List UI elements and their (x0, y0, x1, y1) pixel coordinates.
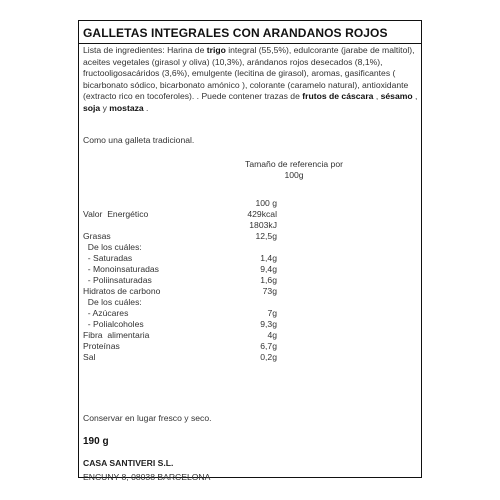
nutrient-name: De los cuáles: (83, 242, 142, 252)
nutrient-value: 6,7g (260, 341, 277, 351)
nutrient-name: Grasas (83, 231, 111, 241)
allergen-text: frutos de cáscara (302, 91, 374, 102)
nutrient-value: 100 g (255, 198, 277, 208)
nutrient-value: 429kcal (247, 209, 277, 219)
net-weight: 190 g (83, 436, 109, 447)
allergen-text: soja (83, 102, 101, 113)
nutrient-name: Fibra alimentaria (83, 330, 150, 340)
nutrition-row (83, 330, 419, 341)
nutrition-row (83, 220, 419, 231)
nutrient-value: 4g (267, 330, 277, 340)
ingredient-text: . (143, 102, 149, 113)
allergen-text: trigo (206, 45, 226, 55)
nutrient-name: Sal (83, 352, 96, 362)
reference-size-line1: Tamaño de referencia por (245, 159, 343, 169)
nutrition-row (83, 352, 419, 363)
nutrient-value: 7g (267, 308, 277, 318)
nutrition-row (83, 286, 419, 297)
ingredient-text: integral (55,5%), edulcorante (jarabe de maltitol), aceites vegetales (girasol y oliva) (10,3%), arándanos rojos desecados (8,1%), fructooligosacáridos (3,6%), emulgente (lecitina de girasol), aromas, gasificantes ( bicarbonato sódico, bicarbonato amónico ), colorante (caramelo natural), antioxidante (extracto rico en tocoferoles). . Puede contener trazas de (83, 45, 415, 102)
reference-size (219, 159, 369, 181)
nutrient-name: - Azúcares (83, 308, 129, 318)
company-address: ENCUNY 8, 08038 BARCELONA (83, 472, 211, 482)
ingredient-text: y (100, 102, 110, 113)
nutrition-row (83, 231, 419, 242)
tagline: Como una galleta tradicional. (83, 135, 195, 145)
ingredients-list (83, 45, 419, 115)
nutrient-value: 9,4g (260, 264, 277, 274)
nutrition-row (83, 242, 419, 253)
product-label (78, 20, 422, 482)
nutrition-row (83, 341, 419, 352)
ingredient-text: Lista de ingredientes: Harina de (83, 45, 207, 55)
company-name: CASA SANTIVERI S.L. (83, 458, 174, 468)
nutrient-name: - Saturadas (83, 253, 133, 263)
nutrient-value: 1,4g (260, 253, 277, 263)
nutrition-row (83, 209, 419, 220)
product-title: GALLETAS INTEGRALES CON ARANDANOS ROJOS (83, 26, 388, 40)
nutrition-table (83, 198, 419, 363)
nutrient-value: 73g (262, 286, 277, 296)
nutrition-row (83, 198, 419, 209)
ingredient-text: , (412, 91, 418, 102)
nutrient-name: Hidratos de carbono (83, 286, 161, 296)
nutrient-name: - Polialcoholes (83, 319, 144, 329)
nutrition-row (83, 319, 419, 330)
title-divider (79, 43, 421, 44)
storage-instructions: Conservar en lugar fresco y seco. (83, 413, 212, 423)
nutrition-row (83, 275, 419, 286)
nutrition-row (83, 297, 419, 308)
nutrient-value: 9,3g (260, 319, 277, 329)
nutrition-row (83, 253, 419, 264)
nutrient-value: 1,6g (260, 275, 277, 285)
reference-size-line2: 100g (284, 170, 304, 180)
nutrient-name: De los cuáles: (83, 297, 142, 307)
nutrition-row (83, 308, 419, 319)
ingredient-text: , (373, 91, 381, 102)
nutrient-value: 0,2g (260, 352, 277, 362)
nutrient-name: Valor Energético (83, 209, 149, 219)
nutrition-row (83, 264, 419, 275)
allergen-text: sésamo (380, 91, 413, 102)
nutrient-value: 12,5g (255, 231, 277, 241)
allergen-text: mostaza (109, 102, 144, 113)
nutrient-name: - Poliinsaturadas (83, 275, 152, 285)
nutrient-name: - Monoinsaturadas (83, 264, 159, 274)
nutrient-name: Proteínas (83, 341, 120, 351)
nutrient-value: 1803kJ (249, 220, 277, 230)
